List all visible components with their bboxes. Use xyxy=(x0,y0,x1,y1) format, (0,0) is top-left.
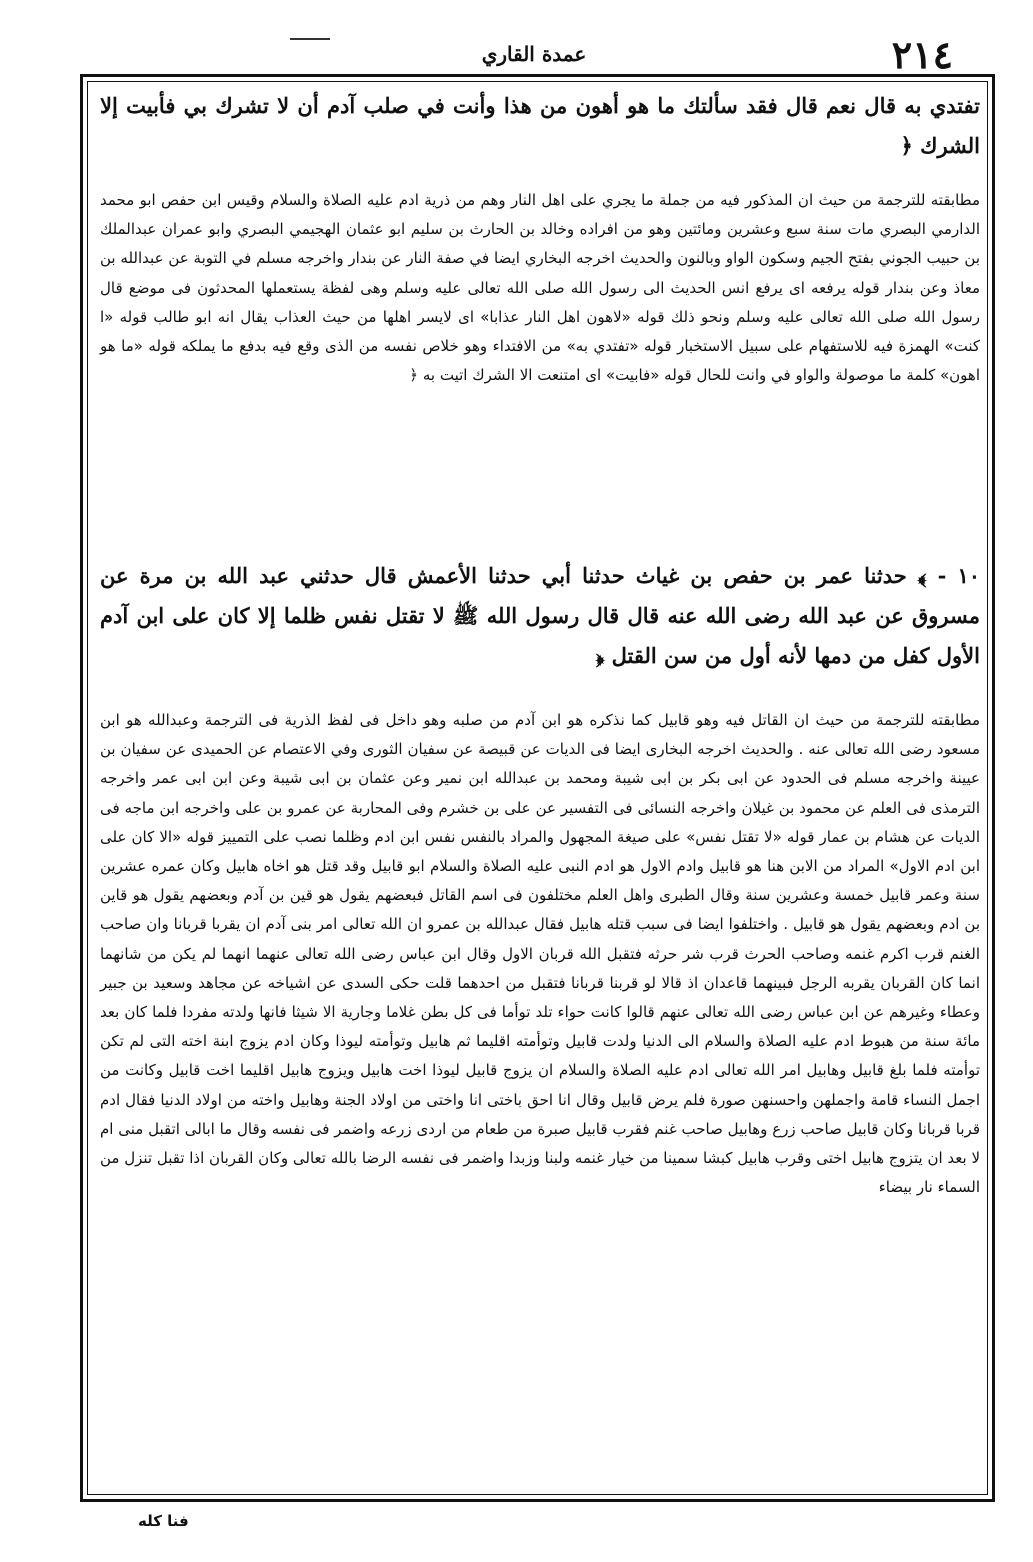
hadith-text-block xyxy=(100,86,980,166)
commentary-text: مطابقته للترجمة من حيث ان القاتل فيه وهو قابيل كما نذكره هو ابن آدم من صلبه وهو داخل فى لفظ الذرية فى الترجمة وعبدالله هو ابن مسعود رضى الله تعالى عنه . والحديث اخرجه البخارى ايضا فى الديات عن قبيصة عن سفيان الثورى وفي الاعتصام عن الحميدى عن سفيان بن عيينة واخرجه مسلم فى الحدود عن ابى بكر بن ابى شيبة ومحمد بن عبدالله ابن نمير وعن عثمان بن ابى شيبة وعن ابن ابى عمر واخرجه الترمذى فى العلم عن محمود بن غيلان واخرجه النسائى فى التفسير عن على بن خشرم وفى المحاربة عن عمرو بن على واخرجه ابن ماجه فى الديات عن هشام بن عمار قوله «لا تقتل نفس» على صيغة المجهول والمراد بالنفس نفس ابن ادم وظلما نصب على التمييز قوله «الا كان على ابن ادم الاول» المراد من الابن هنا هو قابيل وادم الاول هو ادم النبى عليه الصلاة والسلام ابو قابيل وقد قتل هو اخاه هابيل وكان عمره عشرين سنة وعمر قابيل خمسة وعشرين سنة وقال الطبرى واهل العلم مختلفون فى اسم القاتل فبعضهم يقول هو قين بن آدم وبعضهم يقول هو قاين بن ادم وبعضهم يقول هو قابيل . واختلفوا ايضا فى سبب قتله هابيل فقال عبدالله بن عمرو ان الله تعالى امر بنى آدم ان يقربا قربانا وان صاحب الغنم قرب اكرم غنمه وصاحب الحرث قرب شر حرثه فتقبل الله قربان الاول وقال ابن عباس رضى الله تعالى عنهما انهما لم يكن من شانهما انما كان القربان يقربه الرجل فبينهما قاعدان اذ قالا لو قربنا قربانا فتقبل من احدهما قلت حكى السدى عن اشياخه عن مجاهد وسعيد بن جبير وعطاء وغيرهم عن ابن عباس رضى الله تعالى عنهم قالوا كانت حواء تلد توأما فى كل بطن غلاما وجارية الا شيثا فانها ولدته مفردا فلما كان بعد مائة سنة من هبوط ادم عليه الصلاة والسلام الى الدنيا ولدت قابيل وتوأمته اقليما ثم هابيل وتوأمته ليوذا وكان ادم يزوج ابنة اخته التى لم تكن توأمته فلما بلغ قابيل وهابيل امر الله تعالى ادم عليه الصلاة والسلام ان يزوج قابيل ليوذا اخت هابيل ويزوج هابيل اقليما اخت قابيل وكانت من اجمل النساء قامة واجملهن واحسنهن صورة فلم يرض قابيل وقال انا احق باختى انا واختى من اولاد الجنة وهابيل واخته من اولاد الدنيا فقال ادم قربا قربانا وكان قابيل صاحب زرع وهابيل صاحب غنم فقرب قابيل صبرة من طعام من اردى زرعه واضمر فى نفسه وقال ما ابالى اتقبل منى ام لا بعد ان يتزوج هابيل اختى وقرب هابيل كبشا سمينا من خيار غنمه ولبنا وزبدا واضمر فى نفسه الرضا بالله تعالى وكان القربان اذا تقبل تنزل من السماء نار بيضاء xyxy=(99,711,980,1197)
page-header xyxy=(95,32,973,77)
commentary-block xyxy=(100,186,980,390)
page-number: ٢١٤ xyxy=(891,32,953,77)
catchword: فنا كله xyxy=(138,1512,189,1530)
hadith-text-block xyxy=(100,556,980,676)
running-title: عمدة القاري xyxy=(481,42,587,66)
hadith-number: ١٠ xyxy=(957,563,980,588)
hadith-body: حدثنا عمر بن حفص بن غياث حدثنا أبي حدثنا الأعمش قال حدثني عبد الله بن مرة عن مسروق عن عبد الله رضى الله عنه قال قال رسول الله ﷺ لا تقتل نفس ظلما إلا كان على ابن آدم الأول كفل من دمها لأنه أول من سن القتل ﴿ xyxy=(100,563,980,668)
hadith-text: تفتدي به قال نعم قال فقد سألتك ما هو أهون من هذا وأنت في صلب آدم أن لا تشرك بي فأبيت إلا الشرك ﴿ xyxy=(100,93,980,158)
commentary-block xyxy=(100,706,980,1202)
hadith-text: ١٠ - ﴾ حدثنا عمر بن حفص بن غياث حدثنا أبي حدثنا الأعمش قال حدثني عبد الله بن مرة عن مسروق عن عبد الله رضى الله عنه قال قال رسول الله ﷺ لا تقتل نفس ظلما إلا كان على ابن آدم الأول كفل من دمها لأنه أول من سن القتل ﴿ xyxy=(100,563,980,668)
commentary-text: مطابقته للترجمة من حيث ان المذكور فيه من جملة ما يجري على اهل النار وهم من ذرية ادم عليه الصلاة والسلام وقيس ابن حفص ابو محمد الدارمي البصري مات سنة سبع وعشرين ومائتين وهو من افراده وخالد بن الحارث بن سليم ابو عثمان الهجيمي البصري وابو عمران عبدالملك بن حبيب الجوني بفتح الجيم وسكون الواو وبالنون والحديث اخرجه البخاري ايضا في صفة النار عن بندار واخرجه مسلم في التوبة عن عبدالله بن معاذ وعن بندار قوله يرفعه اى يرفع انس الحديث الى رسول الله صلى الله تعالى عليه وسلم وهى لفظة يستعملها المحدثون فى موضع قال رسول الله صلى الله تعالى عليه وسلم ونحو ذلك قوله «لاهون اهل النار عذابا» اى لايسر اهلها من حيث العذاب يقال انه ابو طالب قوله «ا كنت» الهمزة فيه للاستفهام على سبيل الاستخبار قوله «تفتدي به» من الافتداء وهو خلاص نفسه من الذى وقع فيه بدفع ما يملكه قوله «ما هو اهون» كلمة ما موصولة والواو في وانت للحال قوله «فابيت» اى امتنعت الا الشرك اتيت به ﴿ xyxy=(100,191,980,385)
